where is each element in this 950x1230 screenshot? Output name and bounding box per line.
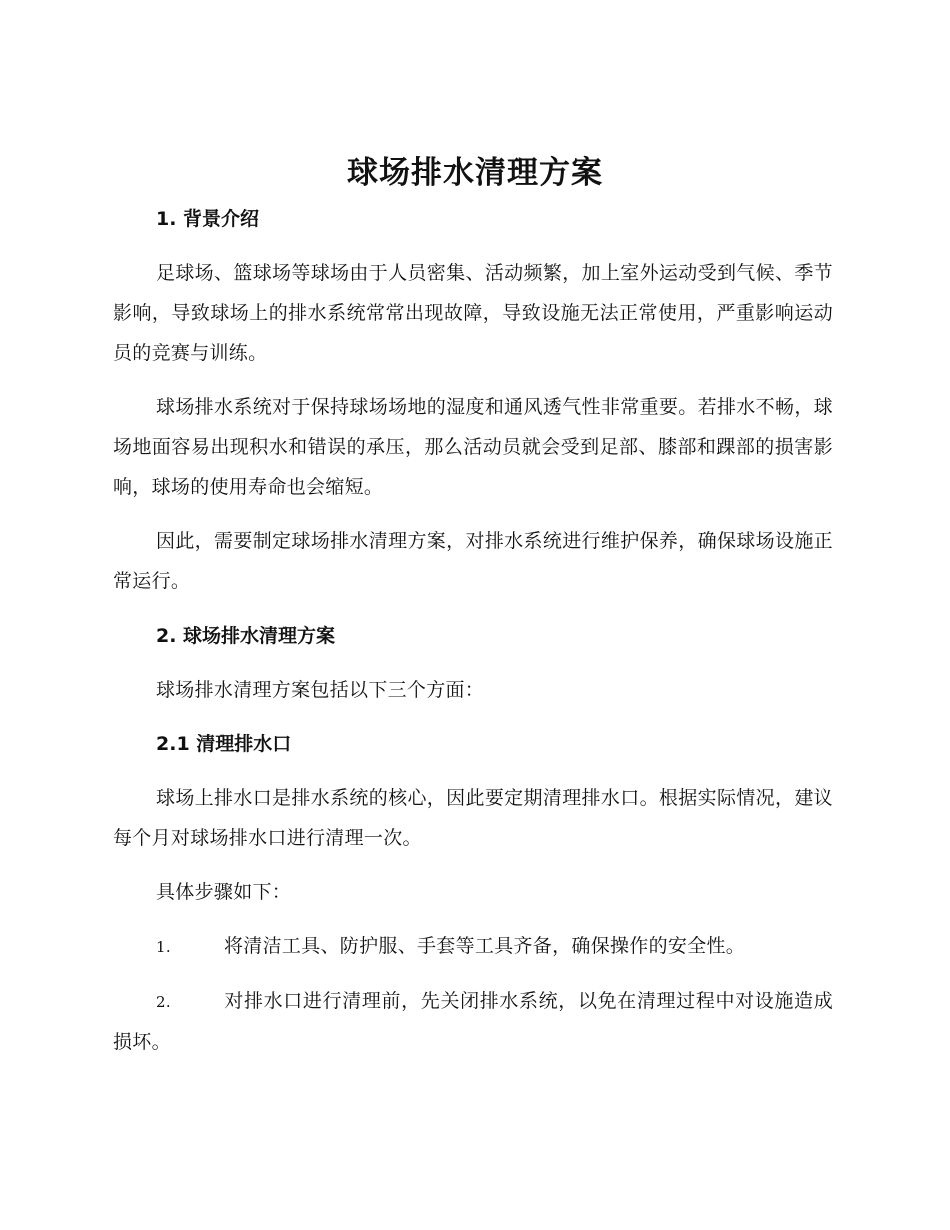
list-item-number: 1. (156, 938, 171, 956)
section-1-paragraph-2: 球场排水系统对于保持球场场地的湿度和通风透气性非常重要。若排水不畅，球场地面容易出现积水和错误的承压，那么活动员就会受到足部、膝部和踝部的损害影响，球场的使用寿命也会缩短。 (113, 396, 833, 498)
section-2-heading: 2. 球场排水清理方案 (156, 625, 336, 647)
section-2-intro: 球场排水清理方案包括以下三个方面： (156, 679, 485, 701)
list-item-number: 2. (156, 993, 171, 1011)
section-2-1-heading: 2.1 清理排水口 (156, 733, 292, 755)
list-item (113, 926, 833, 967)
section-1-paragraph-1: 足球场、篮球场等球场由于人员密集、活动频繁，加上室外运动受到气候、季节影响，导致球场上的排水系统常常出现故障，导致设施无法正常使用，严重影响运动员的竞赛与训练。 (113, 262, 833, 364)
list-item (113, 981, 833, 1062)
section-2-1-paragraph: 球场上排水口是排水系统的核心，因此要定期清理排水口。根据实际情况，建议每个月对球场排水口进行清理一次。 (113, 787, 833, 849)
list-item-text: 对排水口进行清理前，先关闭排水系统，以免在清理过程中对设施造成损坏。 (113, 990, 833, 1053)
section-1-paragraph-3: 因此，需要制定球场排水清理方案，对排水系统进行维护保养，确保球场设施正常运行。 (113, 530, 833, 592)
document-title: 球场排水清理方案 (347, 155, 603, 191)
section-1-heading: 1. 背景介绍 (156, 208, 260, 230)
document-body (113, 198, 833, 1062)
steps-intro: 具体步骤如下： (156, 881, 292, 903)
list-item-text: 将清洁工具、防护服、手套等工具齐备，确保操作的安全性。 (224, 935, 746, 957)
